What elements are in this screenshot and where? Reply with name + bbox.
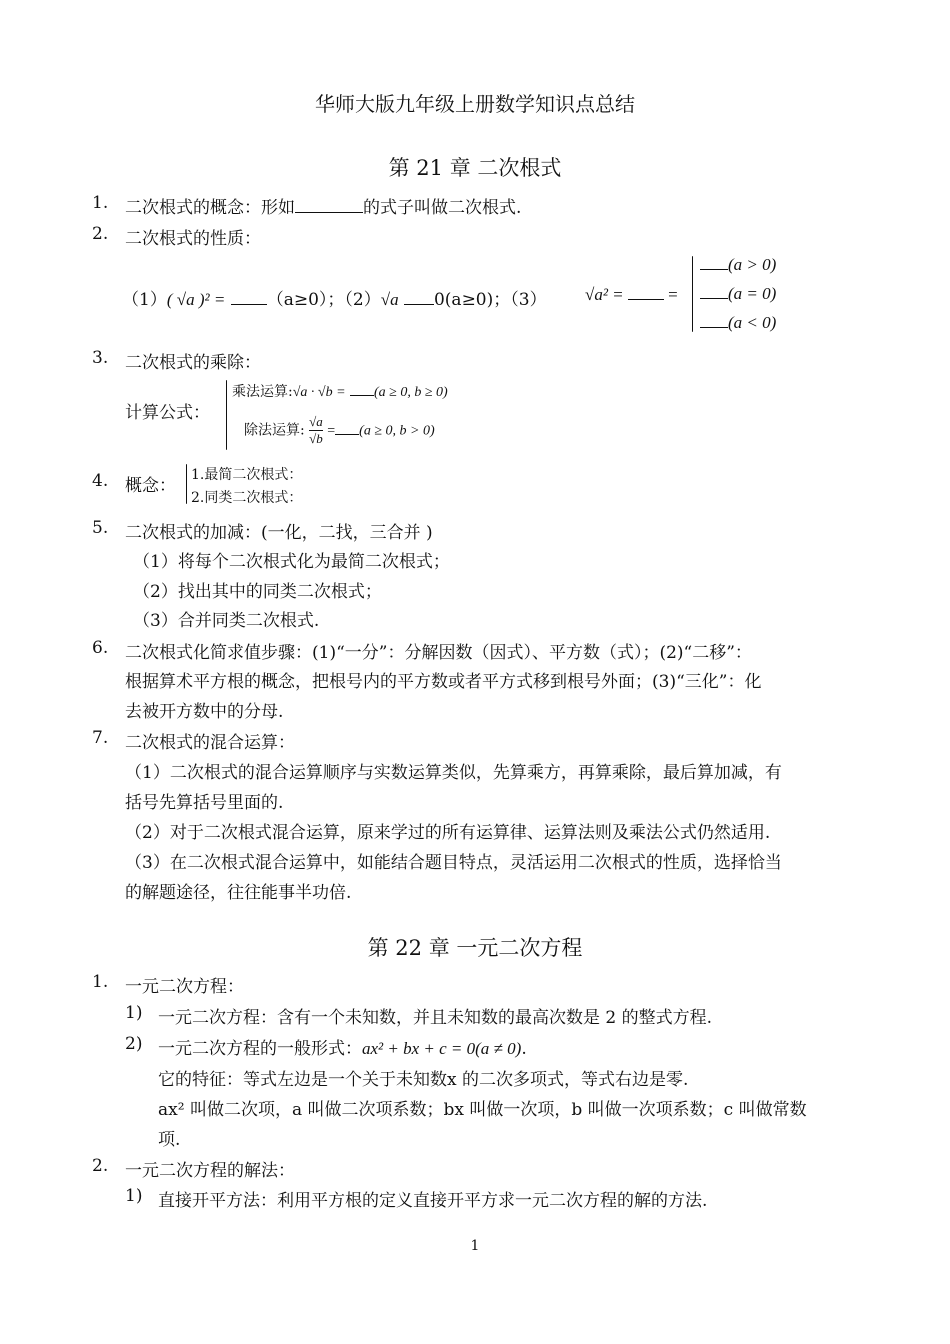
- case-line: (a > 0): [700, 255, 776, 275]
- page-number: 1: [470, 1238, 480, 1254]
- item-7-line: 的解题途径，往往能事半功倍.: [125, 883, 352, 903]
- concept-2: 2.同类二次根式：: [191, 490, 303, 506]
- item-1-text: 二次根式的概念：形如 的式子叫做二次根式.: [125, 198, 522, 218]
- terms-line: ax² 叫做二次项，a 叫做二次项系数；bx 叫做一次项，b 叫做一次项系数；c 叫做常数: [158, 1100, 807, 1120]
- item-7-line: （1）二次根式的混合运算顺序与实数运算类似，先算乘方，再算乘除，最后算加减，有: [125, 763, 782, 783]
- item-7-line: （2）对于二次根式混合运算，原来学过的所有运算律、运算法则及乘法公式仍然适用.: [125, 823, 771, 843]
- sub-number: 2): [125, 1034, 143, 1054]
- sub-number: 1): [125, 1003, 143, 1023]
- case-line: (a = 0): [700, 284, 776, 304]
- item-number: 1.: [92, 193, 109, 213]
- brace: [692, 256, 693, 332]
- item-7-line: （3）在二次根式混合运算中，如能结合题目特点，灵活运用二次根式的性质，选择恰当: [125, 853, 782, 873]
- fill-blank: [231, 304, 267, 305]
- item-number: 2.: [92, 224, 109, 244]
- item-number: 6.: [92, 638, 109, 658]
- item-number: 2.: [92, 1156, 109, 1176]
- concept-1: 1.最简二次根式：: [191, 467, 303, 483]
- fill-blank: [295, 212, 363, 213]
- item-5-text: 二次根式的加减：(一化，二找，三合并 ): [125, 523, 433, 543]
- document-title: 华师大版九年级上册数学知识点总结: [315, 92, 635, 116]
- sub-item-1: 一元二次方程：含有一个未知数，并且未知数的最高次数是 2 的整式方程.: [158, 1008, 713, 1028]
- calc-formula-label: 计算公式：: [125, 403, 210, 423]
- item-7-line: 括号先算括号里面的.: [125, 793, 284, 813]
- item-6-line: 去被开方数中的分母.: [125, 702, 284, 722]
- chapter-21-title: 第 21 章 二次根式: [388, 156, 562, 180]
- abs-value-expr: √a² = =: [585, 285, 678, 304]
- fill-blank: [628, 299, 664, 300]
- feature-text: 它的特征：等式左边是一个关于未知数x 的二次多项式，等式右边是零.: [158, 1070, 689, 1090]
- item-7-text: 二次根式的混合运算：: [125, 733, 295, 753]
- item-5-step: （2）找出其中的同类二次根式；: [133, 582, 382, 602]
- method-1: 直接开平方法：利用平方根的定义直接开平方求一元二次方程的解的方法.: [158, 1191, 708, 1211]
- item-5-step: （1）将每个二次根式化为最简二次根式；: [133, 552, 450, 572]
- item-2-text: 二次根式的性质：: [125, 229, 261, 249]
- brace: [186, 464, 187, 504]
- item-number: 4.: [92, 471, 109, 491]
- item-6-line: 根据算术平方根的概念，把根号内的平方数或者平方式移到根号外面；(3)“三化”：化: [125, 672, 762, 692]
- property-line: （1）( √a )² = （a≥0）；（2）√a 0(a≥0)；（3）: [122, 290, 547, 310]
- item-number: 3.: [92, 348, 109, 368]
- multiply-formula: 乘法运算:√a · √b = (a ≥ 0, b ≥ 0): [232, 384, 448, 400]
- item-3-text: 二次根式的乘除：: [125, 353, 261, 373]
- item-number: 5.: [92, 518, 109, 538]
- item-number: 7.: [92, 728, 109, 748]
- fill-blank: [404, 304, 434, 305]
- sub-number: 1): [125, 1186, 143, 1206]
- case-line: (a < 0): [700, 313, 776, 333]
- item-number: 1.: [92, 972, 109, 992]
- item-4-text: 概念：: [125, 476, 176, 496]
- chapter-22-title: 第 22 章 一元二次方程: [367, 936, 583, 960]
- sub-item-2: 一元二次方程的一般形式：ax² + bx + c = 0(a ≠ 0).: [158, 1039, 527, 1059]
- ch22-item-1-text: 一元二次方程：: [125, 977, 244, 997]
- terms-line: 项.: [158, 1130, 181, 1150]
- item-5-step: （3）合并同类二次根式.: [133, 611, 320, 631]
- item-6-line: 二次根式化简求值步骤：(1)“一分”：分解因数（因式）、平方数（式）；(2)“二移”：: [125, 643, 752, 663]
- divide-formula: 除法运算: $\frac{√a}{√b}$ = (a ≥ 0, b > 0): [244, 414, 435, 446]
- ch22-item-2-text: 一元二次方程的解法：: [125, 1161, 295, 1181]
- brace: [226, 380, 227, 450]
